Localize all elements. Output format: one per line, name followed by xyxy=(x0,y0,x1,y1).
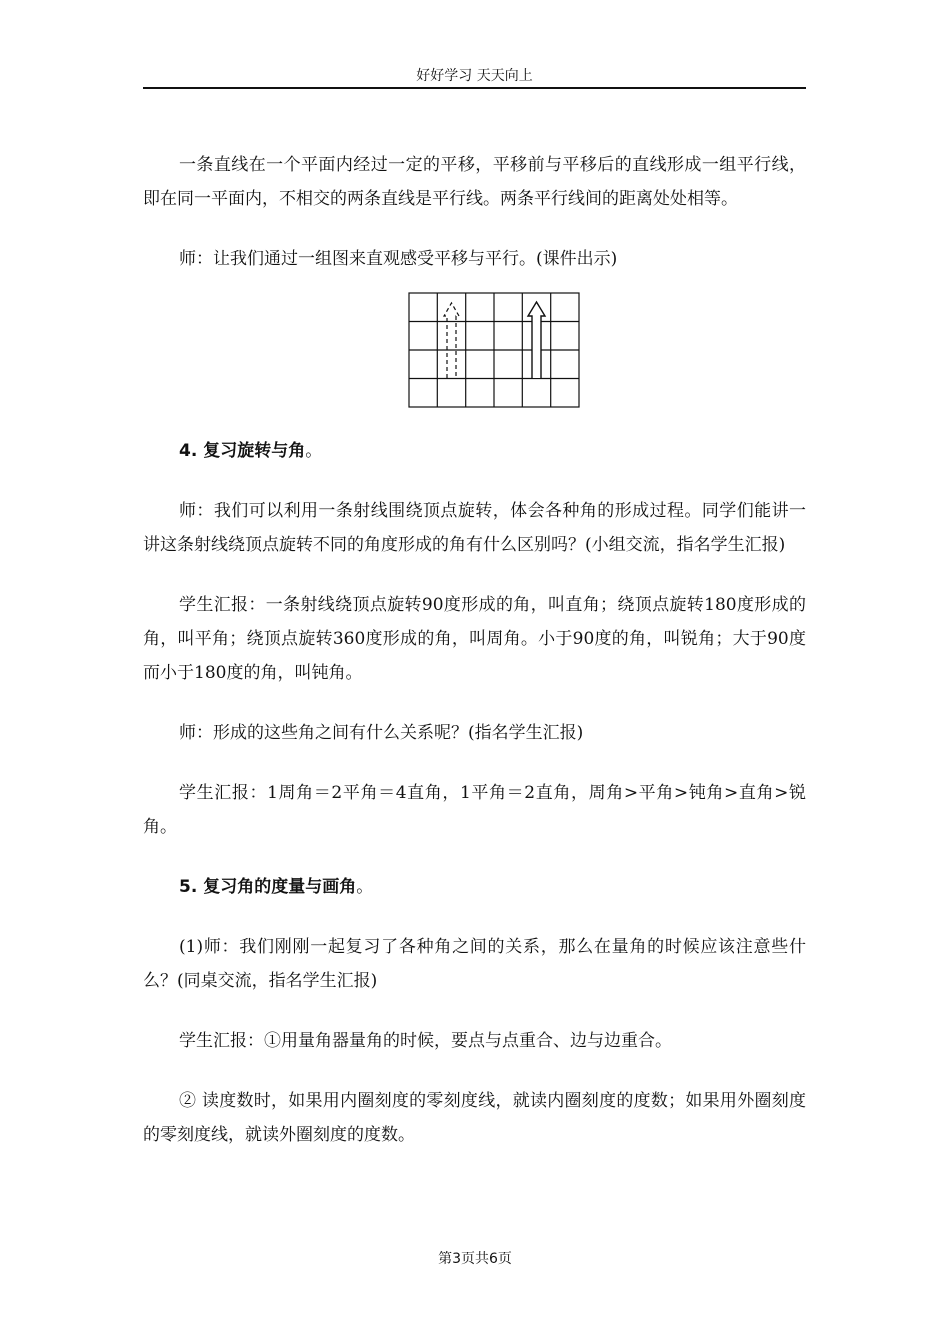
dashed-arrow-original xyxy=(444,303,459,378)
paragraph-student-angles: 学生汇报：一条射线绕顶点旋转90度形成的角，叫直角；绕顶点旋转180度形成的角，叫平角；绕顶点旋转360度形成的角，叫周角。小于90度的角，叫锐角；大于90度而小于180度的角，叫钝角。 xyxy=(143,595,806,683)
solid-arrow-translated xyxy=(528,302,545,378)
translation-grid-figure xyxy=(408,292,580,408)
header-rule xyxy=(143,87,806,89)
page-header: 好好学习 天天向上 xyxy=(416,68,533,84)
page-content xyxy=(143,148,806,1152)
paragraph-parallel-definition: 一条直线在一个平面内经过一定的平移，平移前与平移后的直线形成一组平行线，即在同一平面内，不相交的两条直线是平行线。两条平行线间的距离处处相等。 xyxy=(143,155,806,209)
page-footer: 第3页共6页 xyxy=(438,1251,512,1267)
paragraph-teacher-rotation: 师：我们可以利用一条射线围绕顶点旋转，体会各种角的形成过程。同学们能讲一讲这条射线绕顶点旋转不同的角度形成的角有什么区别吗？(小组交流，指名学生汇报) xyxy=(143,501,806,555)
paragraph-teacher-courseware: 师：让我们通过一组图来直观感受平移与平行。(课件出示) xyxy=(179,249,618,269)
section-heading-4: 4. 复习旋转与角。 xyxy=(179,441,323,461)
paragraph-teacher-relations: 师：形成的这些角之间有什么关系呢？(指名学生汇报) xyxy=(179,723,584,743)
grid-lines xyxy=(409,293,579,407)
paragraph-student-relations: 学生汇报：1周角＝2平角＝4直角，1平角＝2直角，周角>平角>钝角>直角>锐角。 xyxy=(143,783,806,837)
section-heading-5: 5. 复习角的度量与画角。 xyxy=(179,877,374,897)
paragraph-teacher-measuring: (1)师：我们刚刚一起复习了各种角之间的关系，那么在量角的时候应该注意些什么？(同桌交流，指名学生汇报) xyxy=(143,937,806,991)
paragraph-reading-degrees: ② 读度数时，如果用内圈刻度的零刻度线，就读内圈刻度的度数；如果用外圈刻度的零刻度线，就读外圈刻度的度数。 xyxy=(143,1091,806,1145)
grid-svg xyxy=(408,292,580,408)
paragraph-student-protractor: 学生汇报：①用量角器量角的时候，要点与点重合、边与边重合。 xyxy=(179,1031,672,1051)
